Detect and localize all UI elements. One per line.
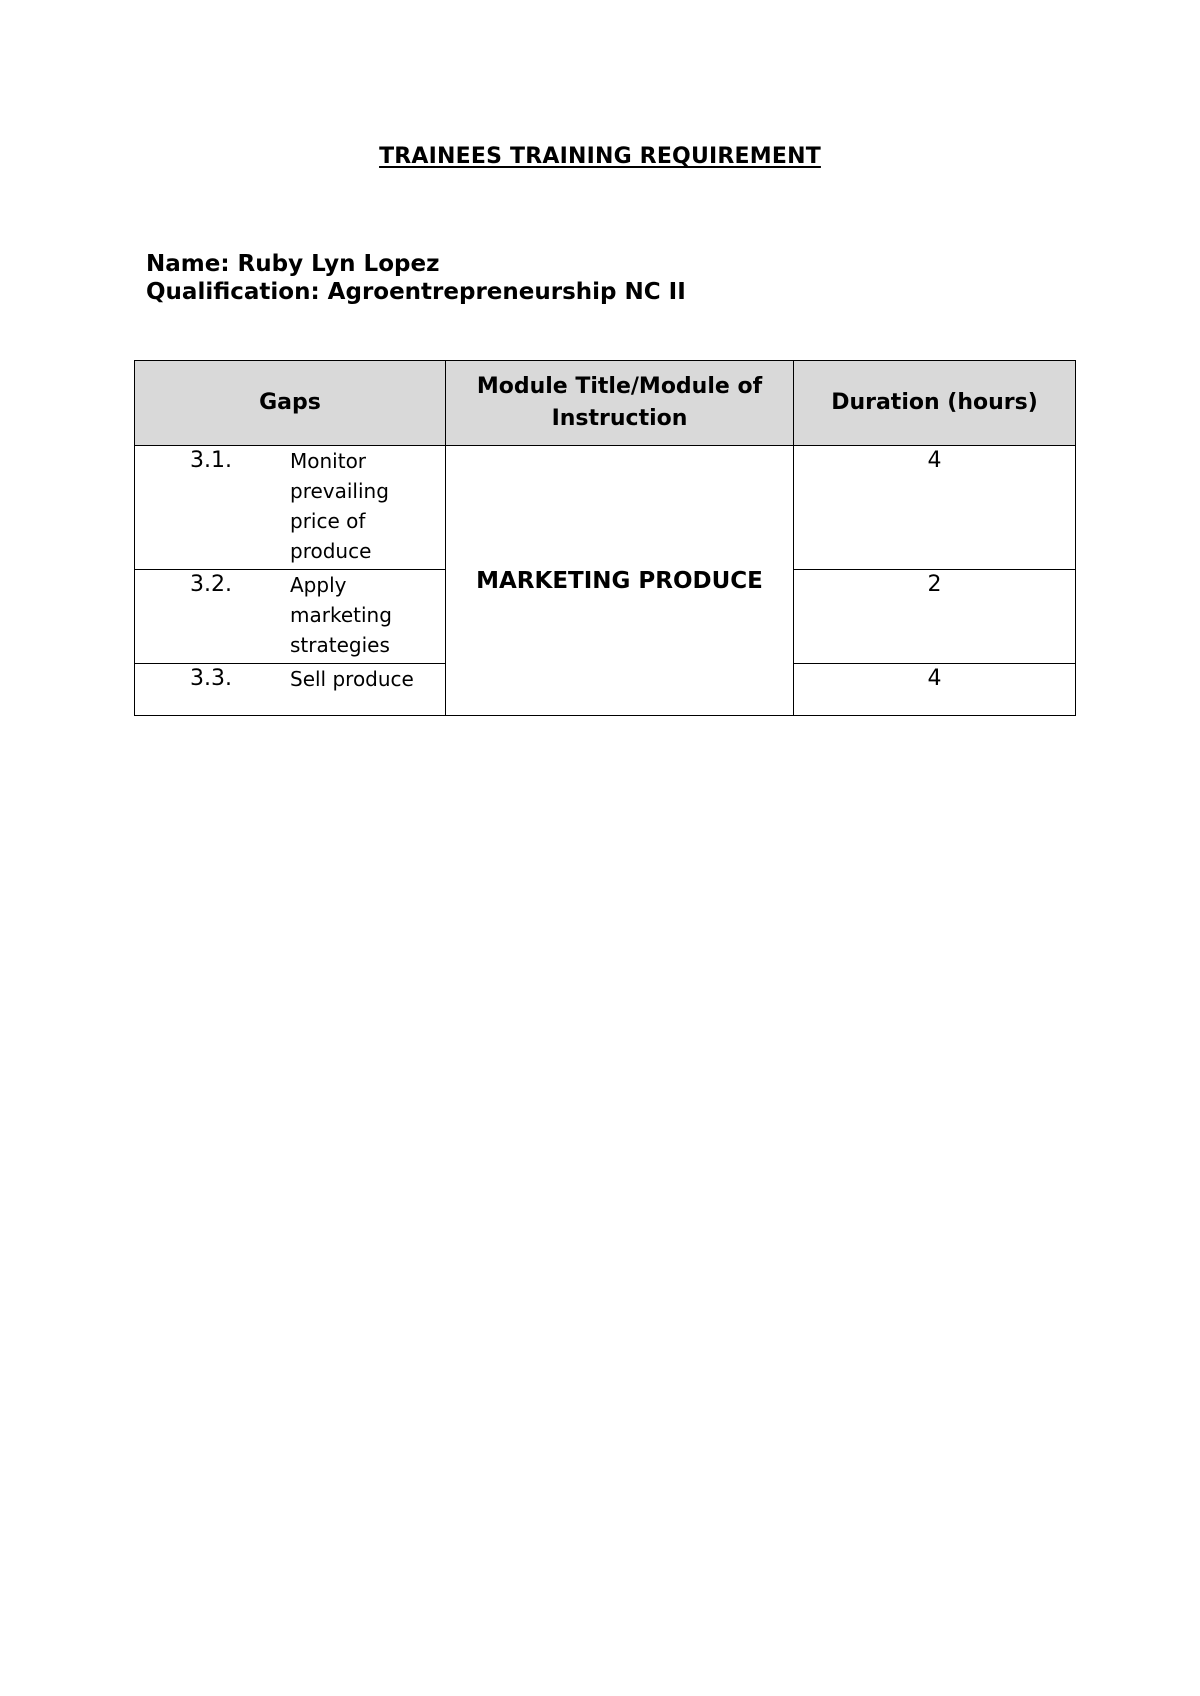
trainee-qualification: Qualification: Agroentrepreneurship NC II [146,279,686,305]
training-requirement-table [134,360,1076,716]
gap-text: Sell produce [290,667,414,691]
gap-cell [135,570,446,664]
page-title: TRAINEES TRAINING REQUIREMENT [379,144,821,169]
table-row [135,446,1076,570]
table-header-row [135,361,1076,446]
trainee-info [146,250,686,306]
gap-text: Monitor prevailing price of produce [290,449,389,563]
gap-number: 3.3. [190,666,232,691]
header-gaps: Gaps [135,361,446,446]
module-title-cell: MARKETING PRODUCE [446,446,794,716]
duration-cell: 4 [794,664,1076,716]
duration-cell: 2 [794,570,1076,664]
gap-number: 3.1. [190,448,232,473]
gap-text: Apply marketing strategies [290,573,392,657]
header-module-title: Module Title/Module of Instruction [446,361,794,446]
trainee-name: Name: Ruby Lyn Lopez [146,251,440,277]
header-duration: Duration (hours) [794,361,1076,446]
gap-number: 3.2. [190,572,232,597]
duration-cell: 4 [794,446,1076,570]
gap-cell [135,446,446,570]
gap-cell [135,664,446,716]
